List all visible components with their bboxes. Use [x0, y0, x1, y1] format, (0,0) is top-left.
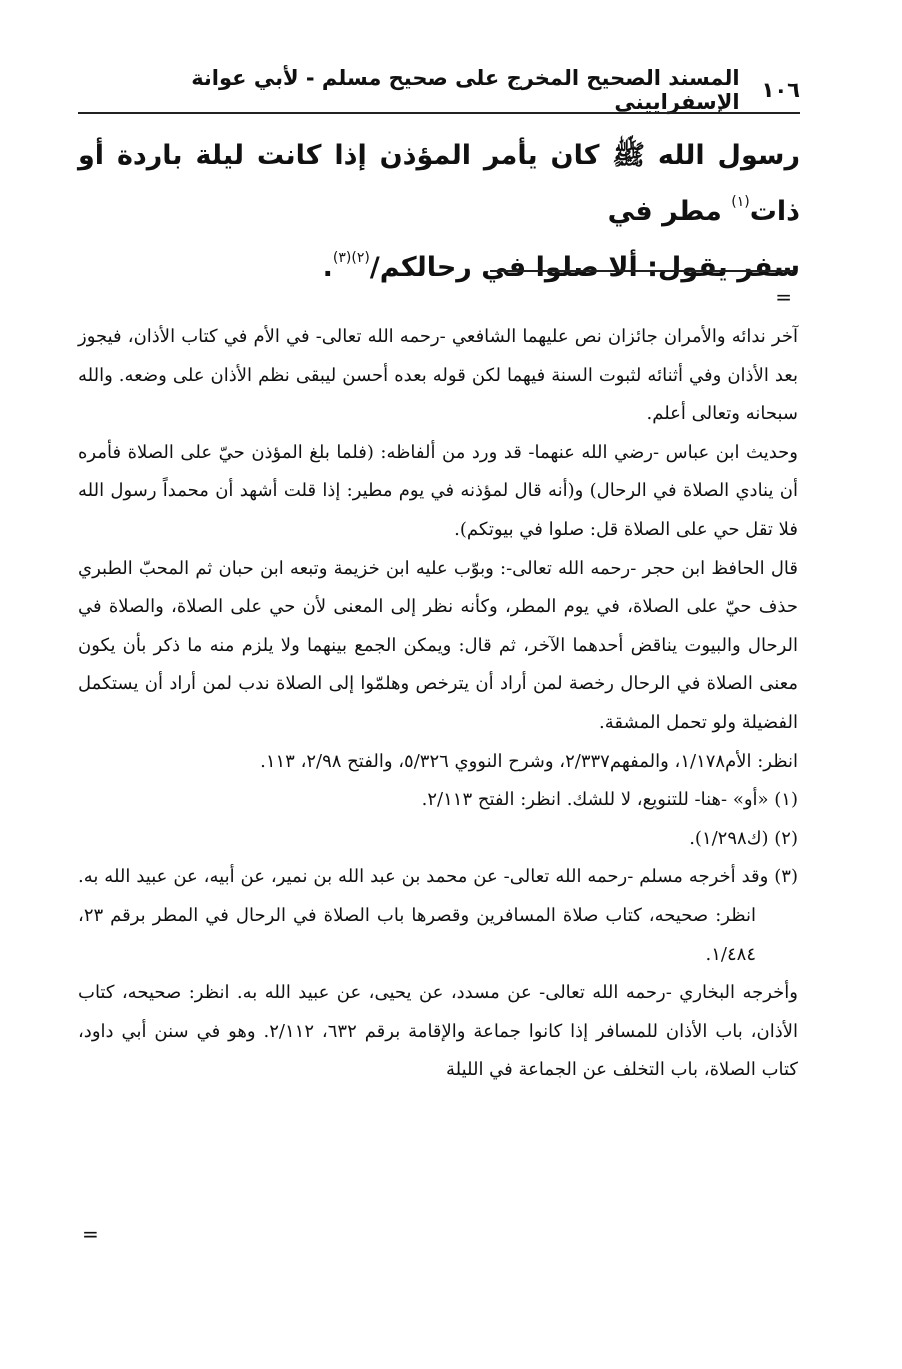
- header-rule: [78, 112, 800, 114]
- main-line-1-end: مطر في: [607, 196, 732, 227]
- footnote-2: (٢) (ك١/٢٩٨).: [689, 827, 798, 849]
- footnote-3-continued: وأخرجه البخاري -رحمه الله تعالى- عن مسدد، عن يحيى، عن عبيد الله به. انظر: صحيحه، كتاب الأذان، باب الأذان للمسافر إذا كانوا جماعة والإقامة برقم ٦٣٢، ٢/١١٢. وهو في سنن أبي داود، كتاب الصلاة، باب التخلف عن الجماعة في الليلة: [78, 982, 798, 1081]
- footnote-ref-1: (١): [731, 194, 750, 210]
- main-line-2-text: سفر يقول: ألا صلوا في رحالكم/: [369, 252, 800, 283]
- footnote-3: (٣) وقد أخرجه مسلم -رحمه الله تعالى- عن محمد بن عبد الله بن نمير، عن أبيه، عن عبيد الله به. انظر: صحيحه، كتاب صلاة المسافرين وقصرها باب الصلاة في الرحال في المطر برقم ٢٣، ١/٤٨٤.: [78, 866, 798, 965]
- running-title: المسند الصحيح المخرج على صحيح مسلم - لأبي عوانة الإسفراييني: [191, 66, 740, 114]
- continuation-marker-top: =: [775, 285, 792, 309]
- main-line-1-text: رسول الله ﷺ كان يأمر المؤذن إذا كانت ليلة باردة أو ذات: [78, 140, 800, 227]
- footnote-continued-paragraph: انظر: الأم١/١٧٨، والمفهم٢/٣٣٧، وشرح النووي ٥/٣٢٦، والفتح ٢/٩٨، ١١٣.: [260, 750, 798, 772]
- page-header: [78, 66, 800, 114]
- main-line-2-end: .: [322, 252, 333, 283]
- footnotes: [78, 318, 798, 1090]
- footnote-separator: [490, 270, 794, 272]
- page-number: ١٠٦: [761, 78, 800, 102]
- footnote-1: (١) «أو» -هنا- للتنويع، لا للشك. انظر: الفتح ٢/١١٣.: [421, 789, 798, 811]
- footnote-continued-paragraph: وحديث ابن عباس -رضي الله عنهما- قد ورد من ألفاظه: (فلما بلغ المؤذن حيّ على الصلاة فأمره أن ينادي الصلاة في الرحال) و(أنه قال لمؤذنه في يوم مطير: إذا قلت أشهد أن محمداً رسول الله فلا تقل حي على الصلاة قل: صلوا في بيوتكم).: [78, 441, 798, 540]
- footnote-ref-3: (٣): [332, 250, 352, 266]
- footnote-continued-paragraph: قال الحافظ ابن حجر -رحمه الله تعالى-: وبوّب عليه ابن خزيمة وتبعه ابن حبان ثم المحبّ الطبري حذف حيّ على الصلاة، في يوم المطر، وكأنه نظر إلى المعنى لأن حي على الصلاة، والصلاة في الرحال والبيوت يناقض أحدهما الآخر، ثم قال: ويمكن الجمع بينهما ولا يلزم منه ما ذكر بأن يكون معنى الصلاة في الرحال رخصة لمن أراد أن يترخص وهلمّوا إلى الصلاة ندب لمن أراد أن يستكمل الفضيلة ولو تحمل المشقة.: [78, 557, 798, 733]
- footnote-continued-paragraph: آخر ندائه والأمران جائزان نص عليهما الشافعي -رحمه الله تعالى- في الأم في كتاب الأذان، فيجوز بعد الأذان وفي أثنائه لثبوت السنة فيهما لكن قوله بعده أحسن ليبقى نظم الأذان على وضعه. والله سبحانه وتعالى أعلم.: [78, 326, 798, 425]
- main-line-1: [78, 128, 800, 240]
- continuation-marker-bottom: =: [82, 1222, 99, 1246]
- footnote-ref-2: (٢): [351, 250, 370, 266]
- main-line-2: [78, 240, 800, 296]
